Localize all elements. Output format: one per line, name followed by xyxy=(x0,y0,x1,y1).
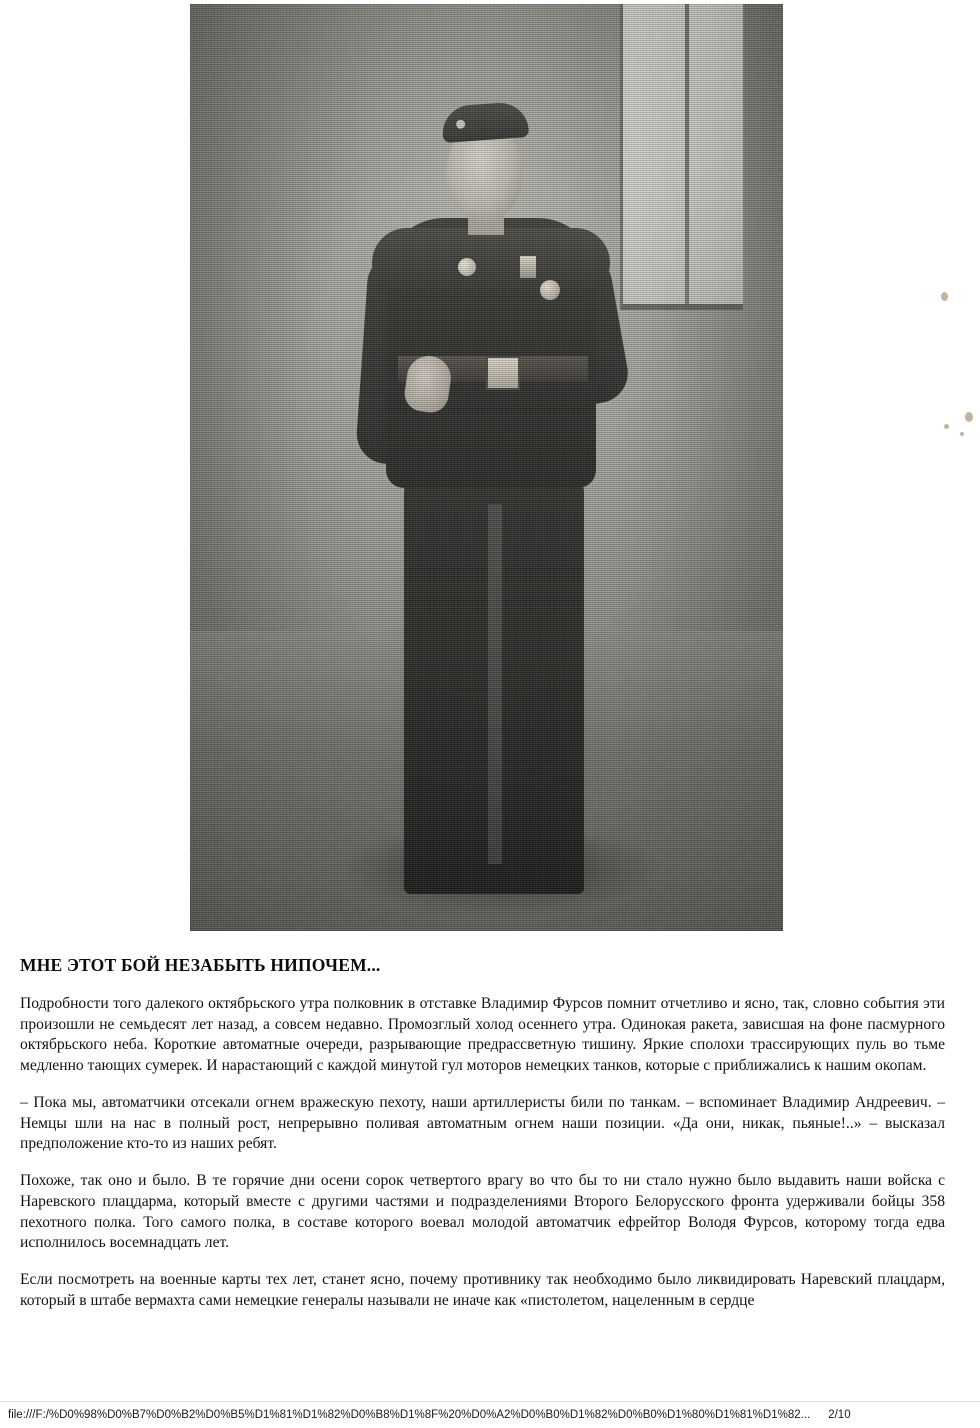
scan-speck xyxy=(965,412,973,422)
page-indicator: 2/10 xyxy=(828,1409,851,1421)
scan-speck xyxy=(941,292,948,301)
soldier-portrait-photo xyxy=(190,4,783,931)
article-paragraph: – Пока мы, автоматчики отсекали огнем вражескую пехоту, наши артиллеристы били по танкам. – вспоминает Владимир Андреевич. – Немцы шли на нас в полный рост, непрерывно поливая автоматным огнем наши позиции. «Да они, никак, пьяные!..» – высказал предположение кто-то из наших ребят. xyxy=(20,1093,945,1153)
article-paragraph: Похоже, так оно и было. В те горячие дни осени сорок четвертого врагу во что бы то ни стало нужно было выдавить наши войска с Наревского плацдарма, который вместе с другими частями и подразделениями Второго Белорусского фронта удерживали бойцы 358 пехотного полка. Того самого полка, в составе которого воевал молодой автоматчик ефрейтор Володя Фурсов, которому тогда едва исполнилось восемнадцать лет. xyxy=(20,1172,945,1252)
article-paragraph: Если посмотреть на военные карты тех лет, станет ясно, почему противнику так необходимо было ликвидировать Наревский плацдарм, который в штабе вермахта сами немецкие генералы называли не иначе как «пистолетом, нацеленным в сердце xyxy=(20,1271,945,1309)
article-body xyxy=(20,955,945,1312)
page-title: МНЕ ЭТОТ БОЙ НЕЗАБЫТЬ НИПОЧЕМ... xyxy=(20,955,381,975)
file-url-text: file:///F:/%D0%98%D0%B7%D0%B2%D0%B5%D1%81%D1%82%D0%B8%D1%8F%20%D0%A2%D0%B0%D1%82%D0%B0%D1%80%D1%81%D1%82... xyxy=(8,1409,811,1421)
scan-speck xyxy=(944,424,949,429)
status-bar xyxy=(0,1401,980,1428)
article-paragraph: Подробности того далекого октябрьского утра полковник в отставке Владимир Фурсов помнит отчетливо и ясно, так, словно события эти произошли не семьдесят лет назад, а совсем недавно. Промозглый холод осеннего утра. Одинокая ракета, зависшая на фоне пасмурного октябрьского неба. Короткие автоматные очереди, разрывающие предрассветную тишину. Яркие сполохи трассирующих пуль во тьме медленно тающих сумерек. И нарастающий с каждой минутой гул моторов немецких танков, которые с приближались к нашим окопам. xyxy=(20,995,945,1075)
photo-vignette xyxy=(190,4,783,931)
scan-speck xyxy=(960,432,964,436)
